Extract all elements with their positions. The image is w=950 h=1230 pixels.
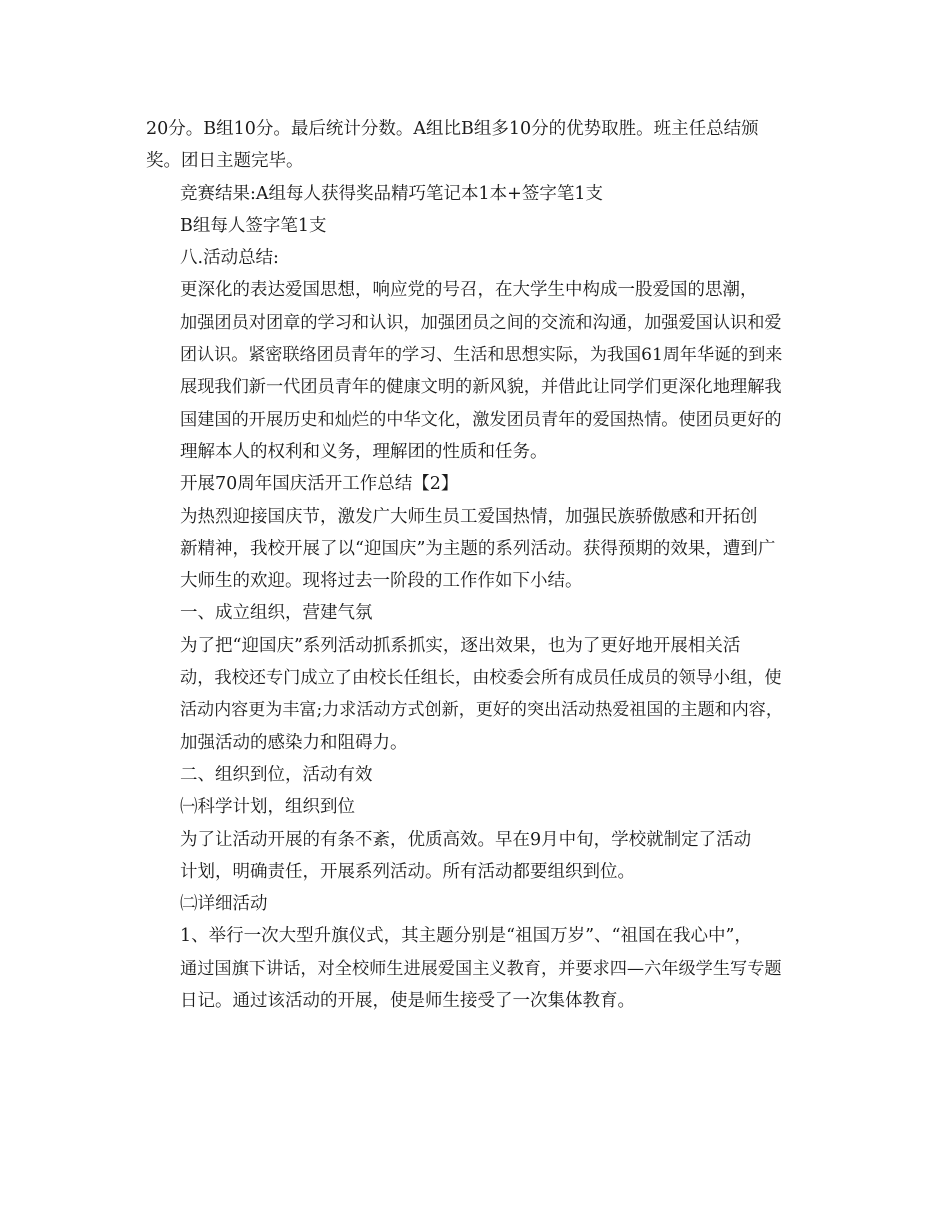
- text-line: 1、举行一次大型升旗仪式，其主题分别是“祖国万岁”、“祖国在我心中”，: [180, 926, 752, 947]
- text-line: 日记。通过该活动的开展，使是师生接受了一次集体教育。: [180, 991, 635, 1012]
- paragraph-intro: [146, 501, 816, 598]
- text-line: 理解本人的权利和义务，理解团的性质和任务。: [180, 441, 548, 462]
- text-line: 为了让活动开展的有条不紊，优质高效。早在9月中旬，学校就制定了活动: [180, 829, 752, 850]
- text-line: 奖。团日主题完毕。: [146, 151, 304, 172]
- subsection-heading-activities: [146, 888, 816, 920]
- text-line: 20分。B组10分。最后统计分数。A组比B组多10分的优势取胜。班主任总结颁: [146, 119, 759, 139]
- text-line: 活动内容更为丰富;力求活动方式创新，更好的突出活动热爱祖国的主题和内容，: [180, 700, 783, 721]
- text-line: 动，我校还专门成立了由校长任组长，由校委会所有成员任成员的领导小组，使: [180, 668, 782, 689]
- paragraph-scoring: [146, 113, 816, 178]
- text-line: 大师生的欢迎。现将过去一阶段的工作作如下小结。: [180, 571, 583, 592]
- text-line: 竞赛结果:A组每人获得奖品精巧笔记本1本+签字笔1支: [180, 183, 603, 204]
- text-line: 通过国旗下讲话，对全校师生进展爱国主义教育，并要求四—六年级学生写专题: [180, 958, 782, 979]
- text-line: 国建国的开展历史和灿烂的中华文化，激发团员青年的爱国热情。使团员更好的: [180, 409, 782, 430]
- text-line: 为了把“迎国庆”系列活动抓系抓实，逐出效果，也为了更好地开展相关活: [180, 635, 741, 656]
- text-line: 计划，明确责任，开展系列活动。所有活动都要组织到位。: [180, 861, 635, 882]
- paragraph-organization-body: [146, 630, 816, 759]
- text-line: 加强团员对团章的学习和认识，加强团员之间的交流和沟通，加强爱国认识和爱: [180, 312, 782, 333]
- text-line: ㈡详细活动: [180, 894, 268, 915]
- article-title-2: [146, 468, 816, 500]
- text-line: 更深化的表达爱国思想，响应党的号召，在大学生中构成一股爱国的思潮，: [180, 280, 758, 301]
- document-page: [146, 113, 816, 1017]
- section-heading-in-place: [146, 759, 816, 791]
- text-line: 展现我们新一代团员青年的健康文明的新风貌，并借此让同学们更深化地理解我: [180, 377, 782, 398]
- text-line: 二、组织到位，活动有效: [180, 764, 373, 785]
- paragraph-flag-ceremony: [146, 920, 816, 1017]
- text-line: B组每人签字笔1支: [180, 215, 327, 236]
- paragraph-group-b-prize: [146, 210, 816, 242]
- text-line: 团认识。紧密联络团员青年的学习、生活和思想实际，为我国61周年华诞的到来: [180, 345, 783, 366]
- text-line: 八.活动总结:: [180, 248, 279, 269]
- paragraph-planning-body: [146, 824, 816, 889]
- paragraph-summary-body: [146, 274, 816, 468]
- subsection-heading-planning: [146, 791, 816, 823]
- section-heading-activity-summary: [146, 242, 816, 274]
- text-line: 开展70周年国庆活开工作总结【2】: [180, 474, 459, 495]
- section-heading-organization: [146, 597, 816, 629]
- text-line: 加强活动的感染力和阻碍力。: [180, 732, 408, 753]
- text-line: ㈠科学计划，组织到位: [180, 797, 355, 818]
- text-line: 为热烈迎接国庆节，激发广大师生员工爱国热情，加强民族骄傲感和开拓创: [180, 506, 758, 527]
- text-line: 一、成立组织，营建气氛: [180, 603, 373, 624]
- text-line: 新精神，我校开展了以“迎国庆”为主题的系列活动。获得预期的效果，遭到广: [180, 538, 776, 559]
- paragraph-competition-result: [146, 178, 816, 210]
